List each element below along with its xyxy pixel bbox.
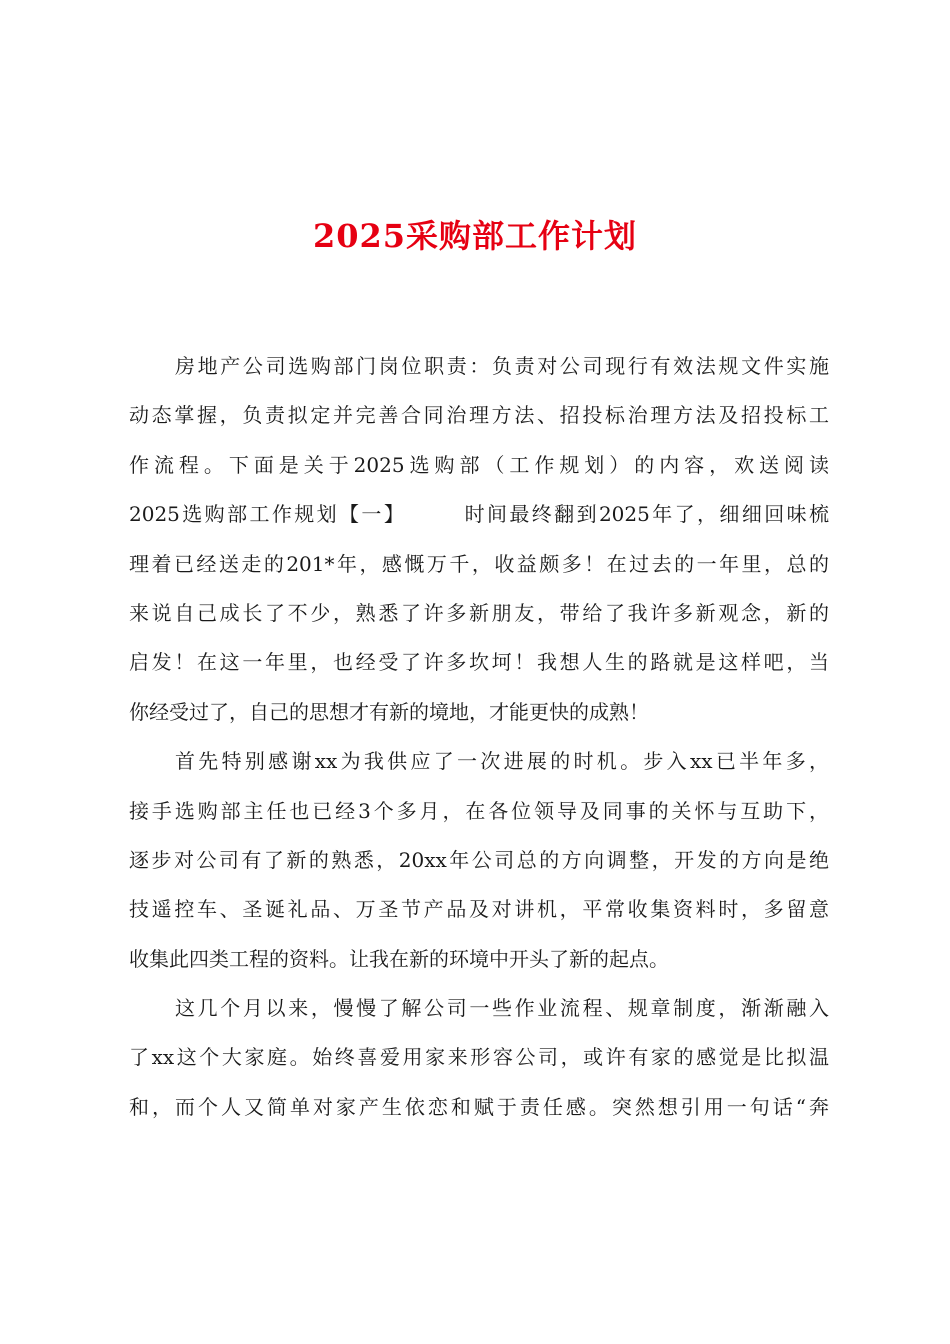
paragraph-line: 逐步对公司有了新的熟悉，20xx年公司总的方向调整，开发的方向是绝 [129, 847, 829, 872]
paragraph-line: 收集此四类工程的资料。让我在新的环境中开头了新的起点。 [129, 946, 669, 971]
paragraph-line: 了xx这个大家庭。始终喜爱用家来形容公司，或许有家的感觉是比拟温 [129, 1045, 829, 1070]
paragraph-line: 来说自己成长了不少，熟悉了许多新朋友，带给了我许多新观念，新的 [129, 600, 829, 625]
paragraph-line: 启发！在这一年里，也经受了许多坎坷！我想人生的路就是这样吧，当 [129, 650, 829, 675]
paragraph-line: 房地产公司选购部门岗位职责：负责对公司现行有效法规文件实施 [175, 354, 829, 378]
document-body [129, 342, 829, 1132]
paragraph-line: 首先特别感谢xx为我供应了一次进展的时机。步入xx已半年多， [175, 749, 829, 774]
paragraph-text-inline: 时间最终翻到2025年了，细细回味梳 [462, 502, 829, 527]
paragraph-line: 你经受过了，自己的思想才有新的境地，才能更快的成熟！ [129, 699, 649, 724]
paragraph-line: 和，而个人又简单对家产生依恋和赋于责任感。突然想引用一句话“奔 [129, 1094, 829, 1119]
paragraph-line: 理着已经送走的201*年，感慨万千，收益颇多！在过去的一年里，总的 [129, 551, 829, 576]
section-heading-inline: 2025选购部工作规划【一】 [129, 502, 407, 527]
paragraph-line: 动态掌握，负责拟定并完善合同治理方法、招投标治理方法及招投标工 [129, 403, 829, 428]
paragraph-line: 技遥控车、圣诞礼品、万圣节产品及对讲机，平常收集资料时，多留意 [129, 897, 829, 922]
paragraph-line: 作流程。下面是关于2025选购部（工作规划）的内容，欢送阅读 [129, 452, 829, 477]
paragraph-line-mixed [129, 490, 829, 539]
paragraph-line: 接手选购部主任也已经3个多月，在各位领导及同事的关怀与互助下， [129, 798, 829, 823]
paragraph-line: 这几个月以来，慢慢了解公司一些作业流程、规章制度，渐渐融入 [175, 996, 829, 1021]
document-title: 2025采购部工作计划 [312, 217, 638, 255]
